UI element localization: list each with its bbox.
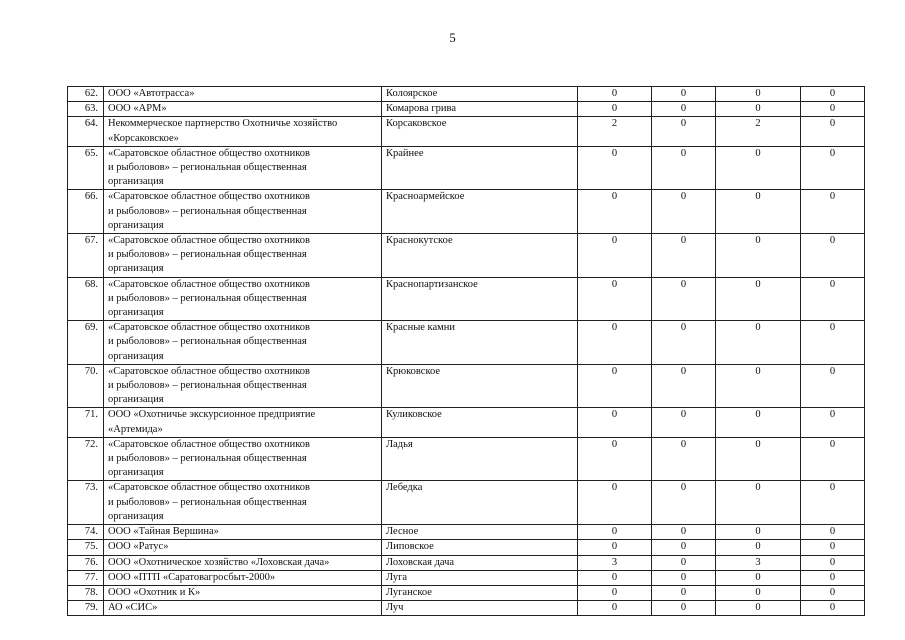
- count-value-4: 0: [801, 234, 865, 278]
- row-number: 70.: [68, 364, 104, 408]
- count-value-3: 0: [716, 481, 801, 525]
- organization-name-line: «Саратовское областное общество охотников: [108, 147, 310, 159]
- row-number: 72.: [68, 437, 104, 481]
- count-value-1: 0: [578, 408, 652, 437]
- table-row: [68, 601, 865, 616]
- count-value-3: 0: [716, 525, 801, 540]
- count-value-4: 0: [801, 540, 865, 555]
- organization-name-line: организация: [108, 263, 164, 275]
- count-value-4: 0: [801, 525, 865, 540]
- count-value-2: 0: [652, 585, 716, 600]
- count-value-3: 0: [716, 585, 801, 600]
- organization-name-line: «Саратовское областное общество охотников: [108, 322, 310, 334]
- count-value-1: 0: [578, 146, 652, 190]
- hunting-ground-name: Луганское: [382, 585, 578, 600]
- organization-name-line: организация: [108, 219, 164, 231]
- row-number: 74.: [68, 525, 104, 540]
- hunting-ground-name: Куликовское: [382, 408, 578, 437]
- organization-name-line: и рыболовов» – региональная общественная: [108, 162, 307, 174]
- hunting-ground-name: Краснокутское: [382, 234, 578, 278]
- organization-name-line: организация: [108, 176, 164, 188]
- table-row: [68, 585, 865, 600]
- count-value-1: 0: [578, 364, 652, 408]
- count-value-4: 0: [801, 190, 865, 234]
- organization-name-line: организация: [108, 394, 164, 406]
- organization-name: [104, 601, 382, 616]
- count-value-3: 0: [716, 190, 801, 234]
- organization-name: [104, 117, 382, 146]
- organization-name: [104, 525, 382, 540]
- count-value-3: 2: [716, 117, 801, 146]
- count-value-2: 0: [652, 525, 716, 540]
- organization-name: [104, 234, 382, 278]
- count-value-4: 0: [801, 102, 865, 117]
- organization-name-line: ООО «АРМ»: [108, 103, 167, 115]
- organization-name: [104, 481, 382, 525]
- count-value-1: 0: [578, 570, 652, 585]
- table-row: [68, 364, 865, 408]
- count-value-1: 0: [578, 540, 652, 555]
- count-value-3: 3: [716, 555, 801, 570]
- count-value-4: 0: [801, 601, 865, 616]
- count-value-4: 0: [801, 555, 865, 570]
- count-value-2: 0: [652, 481, 716, 525]
- count-value-2: 0: [652, 102, 716, 117]
- organization-name-line: ООО «ПТП «Саратовагросбыт-2000»: [108, 571, 276, 583]
- organization-name-line: «Саратовское областное общество охотников: [108, 235, 310, 247]
- table-row: [68, 540, 865, 555]
- hunting-ground-name: Комарова грива: [382, 102, 578, 117]
- row-number: 64.: [68, 117, 104, 146]
- count-value-3: 0: [716, 601, 801, 616]
- organization-name-line: «Саратовское областное общество охотников: [108, 365, 310, 377]
- table-row: [68, 437, 865, 481]
- count-value-2: 0: [652, 87, 716, 102]
- count-value-3: 0: [716, 102, 801, 117]
- page-number: 5: [449, 30, 456, 45]
- row-number: 73.: [68, 481, 104, 525]
- count-value-4: 0: [801, 481, 865, 525]
- count-value-4: 0: [801, 146, 865, 190]
- count-value-2: 0: [652, 364, 716, 408]
- count-value-2: 0: [652, 408, 716, 437]
- table-row: [68, 321, 865, 365]
- table-body: [68, 87, 865, 616]
- organization-name: [104, 555, 382, 570]
- organization-name: [104, 102, 382, 117]
- hunting-ground-name: Красноармейское: [382, 190, 578, 234]
- row-number: 79.: [68, 601, 104, 616]
- hunting-ground-name: Колоярское: [382, 87, 578, 102]
- count-value-4: 0: [801, 321, 865, 365]
- organization-name: [104, 277, 382, 321]
- organization-name-line: и рыболовов» – региональная общественная: [108, 380, 307, 392]
- organization-name: [104, 540, 382, 555]
- count-value-3: 0: [716, 570, 801, 585]
- organization-name-line: «Саратовское областное общество охотников: [108, 278, 310, 290]
- table-row: [68, 117, 865, 146]
- organization-name-line: ООО «Тайная Вершина»: [108, 526, 219, 538]
- count-value-1: 0: [578, 87, 652, 102]
- count-value-1: 0: [578, 481, 652, 525]
- hunting-ground-name: Лесное: [382, 525, 578, 540]
- count-value-1: 0: [578, 585, 652, 600]
- count-value-2: 0: [652, 117, 716, 146]
- row-number: 76.: [68, 555, 104, 570]
- organization-name-line: и рыболовов» – региональная общественная: [108, 205, 307, 217]
- count-value-4: 0: [801, 364, 865, 408]
- hunting-ground-name: Липовское: [382, 540, 578, 555]
- organization-name-line: и рыболовов» – региональная общественная: [108, 249, 307, 261]
- count-value-4: 0: [801, 87, 865, 102]
- count-value-1: 0: [578, 234, 652, 278]
- hunting-ground-name: Луч: [382, 601, 578, 616]
- count-value-3: 0: [716, 364, 801, 408]
- row-number: 68.: [68, 277, 104, 321]
- organization-name-line: ООО «Охотничье экскурсионное предприятие: [108, 409, 316, 421]
- hunting-grounds-table: [67, 86, 865, 616]
- table-row: [68, 555, 865, 570]
- table-row: [68, 102, 865, 117]
- row-number: 75.: [68, 540, 104, 555]
- organization-name-line: ООО «Охотническое хозяйство «Лоховская дача»: [108, 556, 330, 568]
- organization-name: [104, 321, 382, 365]
- hunting-ground-name: Крюковское: [382, 364, 578, 408]
- organization-name-line: Некоммерческое партнерство Охотничье хозяйство: [108, 118, 338, 130]
- organization-name: [104, 585, 382, 600]
- count-value-4: 0: [801, 117, 865, 146]
- organization-name: [104, 570, 382, 585]
- hunting-ground-name: Корсаковское: [382, 117, 578, 146]
- table-row: [68, 277, 865, 321]
- organization-name-line: организация: [108, 350, 164, 362]
- organization-name-line: ООО «Ратус»: [108, 541, 169, 553]
- count-value-1: 0: [578, 102, 652, 117]
- count-value-2: 0: [652, 146, 716, 190]
- count-value-1: 2: [578, 117, 652, 146]
- organization-name-line: и рыболовов» – региональная общественная: [108, 292, 307, 304]
- row-number: 63.: [68, 102, 104, 117]
- count-value-2: 0: [652, 321, 716, 365]
- table-row: [68, 190, 865, 234]
- organization-name-line: «Артемида»: [108, 423, 163, 435]
- row-number: 66.: [68, 190, 104, 234]
- hunting-ground-name: Ладья: [382, 437, 578, 481]
- count-value-3: 0: [716, 234, 801, 278]
- organization-name: [104, 190, 382, 234]
- count-value-4: 0: [801, 437, 865, 481]
- row-number: 69.: [68, 321, 104, 365]
- count-value-3: 0: [716, 437, 801, 481]
- table-row: [68, 87, 865, 102]
- organization-name-line: «Корсаковское»: [108, 132, 179, 144]
- organization-name-line: ООО «Охотник и К»: [108, 586, 201, 598]
- count-value-2: 0: [652, 437, 716, 481]
- count-value-1: 0: [578, 321, 652, 365]
- count-value-1: 0: [578, 525, 652, 540]
- organization-name-line: организация: [108, 307, 164, 319]
- organization-name: [104, 437, 382, 481]
- count-value-3: 0: [716, 87, 801, 102]
- organization-name-line: и рыболовов» – региональная общественная: [108, 336, 307, 348]
- row-number: 77.: [68, 570, 104, 585]
- count-value-1: 0: [578, 601, 652, 616]
- table-row: [68, 525, 865, 540]
- organization-name: [104, 87, 382, 102]
- count-value-1: 0: [578, 437, 652, 481]
- organization-name-line: «Саратовское областное общество охотников: [108, 191, 310, 203]
- count-value-2: 0: [652, 540, 716, 555]
- hunting-ground-name: Лебедка: [382, 481, 578, 525]
- count-value-2: 0: [652, 190, 716, 234]
- row-number: 78.: [68, 585, 104, 600]
- hunting-ground-name: Крайнее: [382, 146, 578, 190]
- table-row: [68, 146, 865, 190]
- hunting-ground-name: Лоховская дача: [382, 555, 578, 570]
- organization-name-line: АО «СИС»: [108, 602, 158, 614]
- count-value-3: 0: [716, 408, 801, 437]
- row-number: 67.: [68, 234, 104, 278]
- organization-name-line: и рыболовов» – региональная общественная: [108, 453, 307, 465]
- count-value-4: 0: [801, 408, 865, 437]
- count-value-1: 0: [578, 277, 652, 321]
- hunting-ground-name: Красные камни: [382, 321, 578, 365]
- count-value-4: 0: [801, 277, 865, 321]
- organization-name-line: организация: [108, 510, 164, 522]
- count-value-3: 0: [716, 321, 801, 365]
- table-row: [68, 570, 865, 585]
- hunting-ground-name: Луга: [382, 570, 578, 585]
- count-value-3: 0: [716, 277, 801, 321]
- organization-name-line: организация: [108, 467, 164, 479]
- count-value-1: 3: [578, 555, 652, 570]
- count-value-4: 0: [801, 570, 865, 585]
- count-value-2: 0: [652, 277, 716, 321]
- organization-name-line: и рыболовов» – региональная общественная: [108, 496, 307, 508]
- row-number: 71.: [68, 408, 104, 437]
- count-value-2: 0: [652, 234, 716, 278]
- organization-name-line: «Саратовское областное общество охотников: [108, 438, 310, 450]
- table-row: [68, 408, 865, 437]
- hunting-ground-name: Краснопартизанское: [382, 277, 578, 321]
- count-value-3: 0: [716, 540, 801, 555]
- organization-name-line: ООО «Автотрасса»: [108, 88, 195, 99]
- count-value-3: 0: [716, 146, 801, 190]
- row-number: 65.: [68, 146, 104, 190]
- count-value-2: 0: [652, 555, 716, 570]
- organization-name: [104, 408, 382, 437]
- table-row: [68, 481, 865, 525]
- table-row: [68, 234, 865, 278]
- organization-name: [104, 146, 382, 190]
- count-value-1: 0: [578, 190, 652, 234]
- organization-name-line: «Саратовское областное общество охотников: [108, 482, 310, 494]
- count-value-4: 0: [801, 585, 865, 600]
- count-value-2: 0: [652, 570, 716, 585]
- organization-name: [104, 364, 382, 408]
- count-value-2: 0: [652, 601, 716, 616]
- row-number: 62.: [68, 87, 104, 102]
